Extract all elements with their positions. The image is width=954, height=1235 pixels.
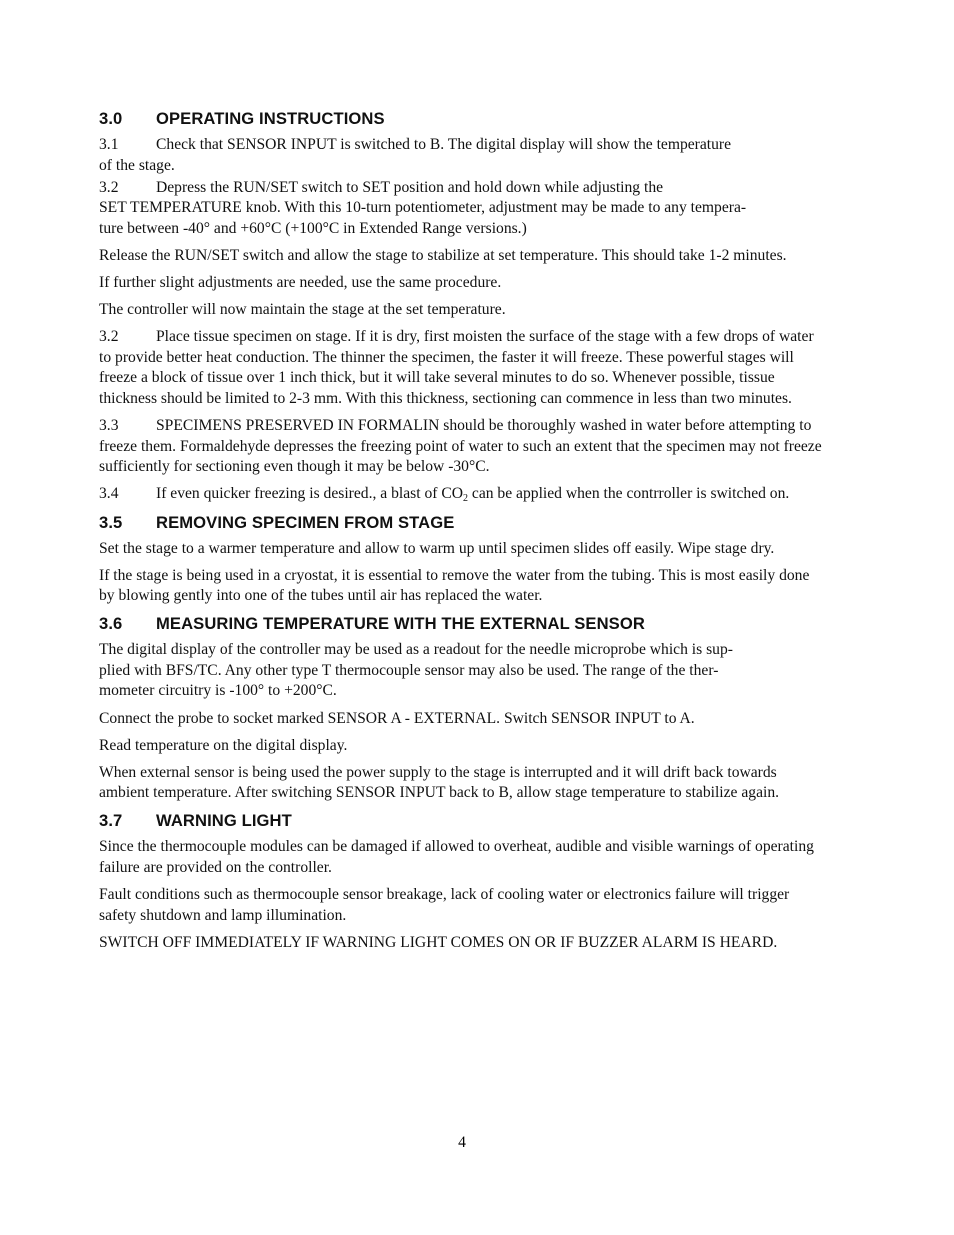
paragraph-thermocouple-warning: Since the thermocouple modules can be damaged if allowed to overheat, audible and visible warnings of operating failure are provided on the controller. — [99, 838, 814, 877]
paragraph-warm-stage: Set the stage to a warmer temperature and allow to warm up until specimen slides off easily. Wipe stage dry. — [99, 539, 775, 557]
paragraph-3-2-specimen: 3.2 Place tissue specimen on stage. If it is dry, first moisten the surface of the stage with a few drops of water to provide better heat conduction. The thinner the specimen, the faster it will freeze. These powerful stages will freeze a block of tissue over 1 inch thick, but it will take several minutes to do so. Whenever possible, tissue thickness should be limited to 2-3 mm. With this thickness, sectioning can commence in less than two minutes. — [99, 328, 814, 408]
page-number: 4 — [458, 1134, 466, 1151]
section-heading-3-5: 3.5 REMOVING SPECIMEN FROM STAGE — [99, 512, 455, 532]
section-heading-3-7: 3.7 WARNING LIGHT — [99, 811, 292, 831]
paragraph-digital-display: The digital display of the controller may be used as a readout for the needle microprobe which is sup- plied with BFS/TC. Any other type T thermocouple sensor may also be used. The range of the ther- mometer circuitry is -100° to +200°C. — [99, 641, 733, 700]
paragraph-3-3: 3.3 SPECIMENS PRESERVED IN FORMALIN should be thoroughly washed in water before attempting to freeze them. Formaldehyde depresses the freezing point of water to such an extent that the specimen may not freeze sufficiently for sectioning even though it may be below -30°C. — [99, 417, 822, 476]
paragraph-maintain: The controller will now maintain the stage at the set temperature. — [99, 301, 506, 319]
paragraph-3-1: 3.1 Check that SENSOR INPUT is switched to B. The digital display will show the temperature of the stage. — [99, 136, 732, 174]
paragraph-external-sensor: When external sensor is being used the power supply to the stage is interrupted and it will drift back towards ambient temperature. After switching SENSOR INPUT back to B, allow stage temperature to stabilize again. — [99, 763, 780, 802]
paragraph-cryostat: If the stage is being used in a cryostat, it is essential to remove the water from the tubing. This is most easily done by blowing gently into one of the tubes until air has replaced the water. — [99, 566, 810, 605]
paragraph-fault-conditions: Fault conditions such as thermocouple sensor breakage, lack of cooling water or electronics failure will trigger safety shutdown and lamp illumination. — [99, 886, 790, 924]
paragraph-read-temperature: Read temperature on the digital display. — [99, 736, 348, 754]
paragraph-further: If further slight adjustments are needed, use the same procedure. — [99, 274, 502, 292]
paragraph-switch-off: SWITCH OFF IMMEDIATELY IF WARNING LIGHT COMES ON OR IF BUZZER ALARM IS HEARD. — [99, 933, 778, 951]
section-heading-3-0: 3.0 OPERATING INSTRUCTIONS — [99, 109, 385, 128]
document-page — [99, 108, 827, 960]
section-heading-3-6: 3.6 MEASURING TEMPERATURE WITH THE EXTERNAL SENSOR — [99, 614, 645, 634]
paragraph-connect-probe: Connect the probe to socket marked SENSOR A - EXTERNAL. Switch SENSOR INPUT to A. — [99, 709, 695, 727]
paragraph-3-4: 3.4 If even quicker freezing is desired., a blast of $CO_2$ can be applied when the contrroller is switched on. — [99, 485, 790, 505]
paragraph-release: Release the RUN/SET switch and allow the stage to stabilize at set temperature. This should take 1-2 minutes. — [99, 246, 787, 264]
paragraph-3-2: 3.2 Depress the RUN/SET switch to SET position and hold down while adjusting the SET TEMPERATURE knob. With this 10-turn potentiometer, adjustment may be made to any tempera- ture between -40° and +60°C (+100°C in Extended Range versions.) — [99, 178, 747, 237]
